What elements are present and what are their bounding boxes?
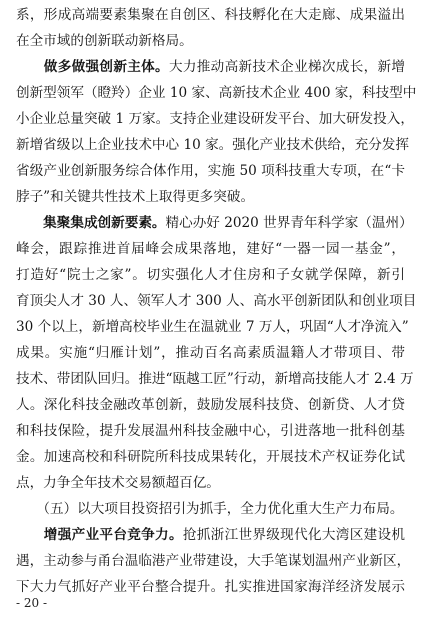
body-text: 新增省级以上企业技术中心 10 家。强化产业技术供给，充分发挥 xyxy=(16,137,409,153)
text-line xyxy=(16,32,405,50)
text-line xyxy=(16,84,417,102)
body-text: （五）以大项目投资招引为抓手，全力优化重大生产力布局。 xyxy=(16,501,404,517)
body-text: 和科技保险，提升发展温州科技金融中心，引进落地一批科创基 xyxy=(16,423,405,439)
body-text: 创新型领军（瞪羚）企业 10 家、高新技术企业 400 家，科技型中 xyxy=(16,85,417,101)
body-text: 在全市域的创新联动新格局。 xyxy=(16,33,193,49)
text-line xyxy=(16,370,414,388)
text-line xyxy=(16,422,405,440)
text-line xyxy=(16,6,405,24)
body-text: 系，形成高端要素集聚在自创区、科技孵化在大走廊、成果溢出 xyxy=(16,7,405,23)
body-text: 技术、带团队回归。推进“瓯越工匠”行动，新增高技能人才 2.4 万 xyxy=(16,371,414,387)
text-line xyxy=(16,162,405,180)
body-text: 点，力争全年技术交易额超百亿。 xyxy=(16,475,220,491)
text-line xyxy=(16,578,405,596)
body-text: 育顶尖人才 30 人、领军人才 300 人、高水平创新团队和创业项目 xyxy=(16,293,417,309)
text-line xyxy=(16,266,405,284)
section-heading: 做多做强创新主体。 xyxy=(16,59,169,75)
body-text: 遇，主动参与甬台温临港产业带建设，大手笔谋划温州产业新区， xyxy=(16,553,411,569)
body-text: 小企业总量突破 1 万家。支持企业建设研发平台、加大研发投入， xyxy=(16,111,414,127)
text-line xyxy=(16,214,413,232)
body-text: 精心办好 2020 世界青年科学家（温州） xyxy=(165,215,413,231)
text-line xyxy=(16,344,405,362)
text-line xyxy=(16,396,405,414)
text-line xyxy=(16,318,409,336)
body-text: 打造好“院士之家”。切实强化人才住房和子女就学保障，新引 xyxy=(16,267,405,283)
body-text: 人。深化科技金融改革创新，鼓励发展科技贷、创新贷、人才贷 xyxy=(16,397,405,413)
body-text: 大力推动高新技术企业梯次成长，新增 xyxy=(168,59,406,75)
text-line xyxy=(16,292,417,310)
body-text: 成果。实施“归雁计划”，推动百名高素质温籍人才带项目、带 xyxy=(16,345,405,361)
body-text: 下大力气抓好产业平台整合提升。扎实推进国家海洋经济发展示 xyxy=(16,579,405,595)
text-line xyxy=(16,58,405,76)
text-line xyxy=(16,526,405,544)
text-line xyxy=(16,448,405,466)
section-heading: 增强产业平台竞争力。 xyxy=(16,527,183,543)
text-line xyxy=(16,240,405,258)
body-text: 金。加速高校和科研院所科技成果转化，开展技术产权证券化试 xyxy=(16,449,405,465)
text-line xyxy=(16,552,411,570)
text-line xyxy=(16,136,409,154)
text-line xyxy=(16,110,414,128)
body-text: 30 个以上，新增高校毕业生在温就业 7 万人，巩固“人才净流入” xyxy=(16,319,409,335)
text-line xyxy=(16,188,405,206)
body-text: 省级产业创新服务综合体作用，实施 50 项科技重大专项，在“卡 xyxy=(16,163,405,179)
text-line xyxy=(16,474,405,492)
text-line xyxy=(16,500,405,518)
body-text: 脖子”和关键共性技术上取得更多突破。 xyxy=(16,189,255,205)
body-text: 抢抓浙江世界级现代化大湾区建设机 xyxy=(182,527,406,543)
page-number: - 20 - xyxy=(16,596,48,610)
section-heading: 集聚集成创新要素。 xyxy=(16,215,166,231)
body-text: 峰会，跟踪推进首届峰会成果落地，建好“一器一园一基金”， xyxy=(16,241,405,257)
